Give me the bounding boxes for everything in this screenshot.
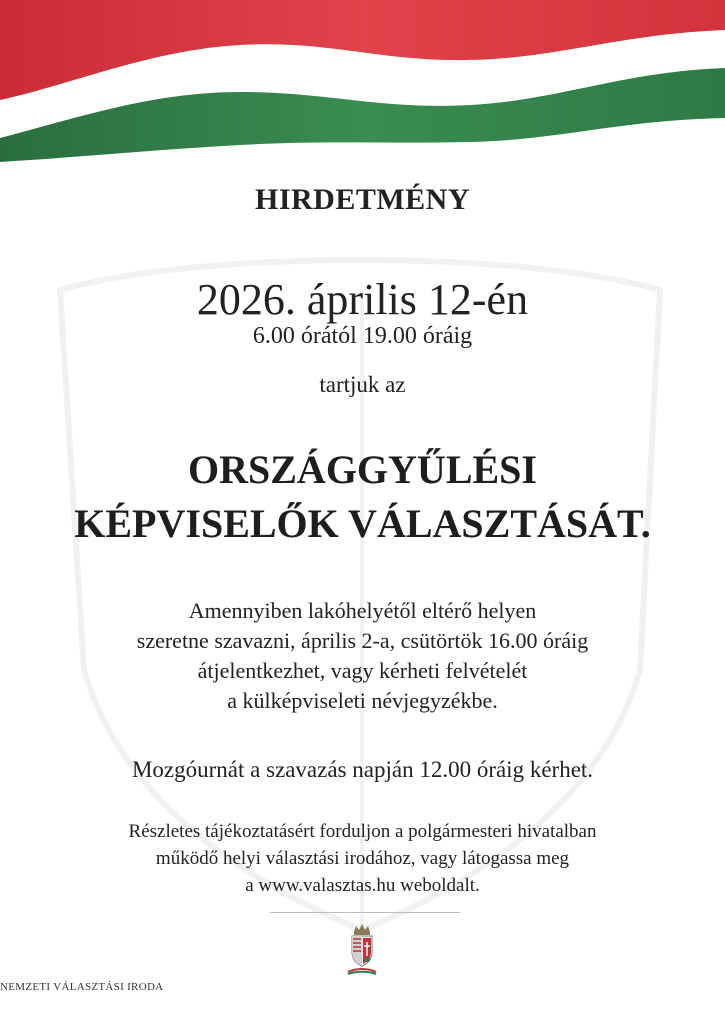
- paragraph-line: átjelentkezhet, vagy kérheti felvételét: [197, 658, 528, 683]
- paragraph-line: működő helyi választási irodához, vagy látogassa meg: [155, 848, 570, 869]
- election-headline: [0, 443, 725, 551]
- headline-line: KÉPVISELŐK VÁLASZTÁSÁT.: [74, 501, 651, 546]
- paragraph-line: a külképviseleti névjegyzékbe.: [227, 688, 498, 713]
- voting-hours: 6.00 órától 19.00 óráig: [252, 323, 473, 349]
- mobile-ballot-paragraph: Mozgóurnát a szavazás napján 12.00 óráig kérhet.: [131, 757, 594, 782]
- headline-line: ORSZÁGGYŰLÉSI: [188, 447, 537, 492]
- election-date: 2026. április 12-én: [196, 275, 529, 324]
- hungarian-flag-banner: [0, 0, 725, 170]
- footer-divider: [270, 912, 460, 913]
- organization-name: NEMZETI VÁLASZTÁSI IRODA: [0, 981, 164, 993]
- hold-text: tartjuk az: [319, 372, 406, 397]
- paragraph-line: Amennyiben lakóhelyétől eltérő helyen: [188, 598, 537, 623]
- paragraph-line: szeretne szavazni, április 2-a, csütörtök 16.00 óráig: [136, 628, 589, 653]
- notice-title: HIRDETMÉNY: [254, 183, 470, 216]
- coat-of-arms-icon: [342, 922, 382, 976]
- contact-info-paragraph: [0, 818, 725, 899]
- registration-info-paragraph: [0, 596, 725, 716]
- paragraph-line: a www.valasztas.hu weboldalt.: [245, 875, 480, 896]
- paragraph-line: Részletes tájékoztatásért forduljon a polgármesteri hivatalban: [128, 821, 597, 842]
- flag-green-stripe: [0, 68, 725, 162]
